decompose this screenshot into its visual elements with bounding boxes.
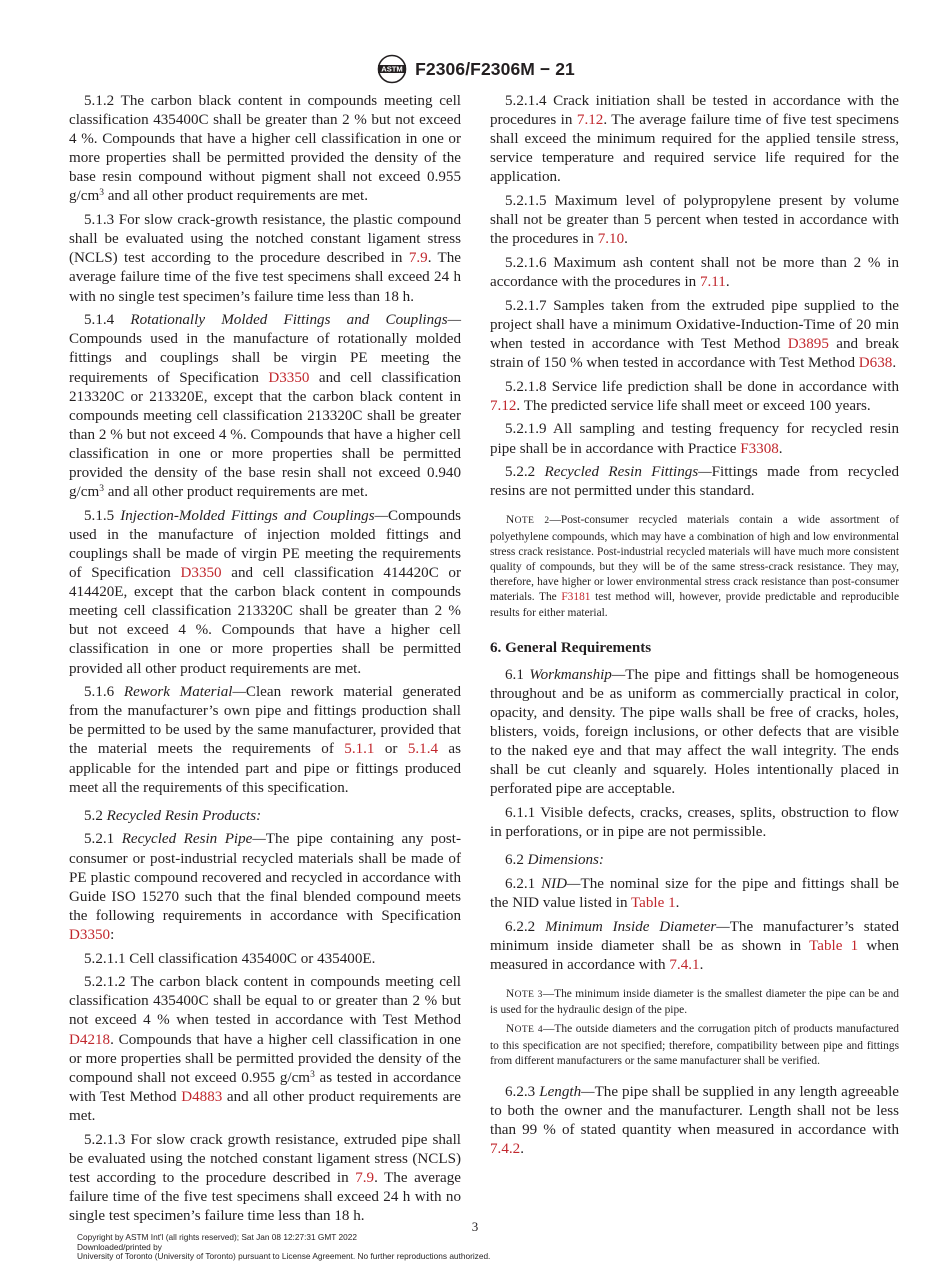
text-run: . The average failure time of the five test specimens shall exceed 24 h with no single test specimen’s failure time less than 18 h. — [69, 1169, 461, 1224]
text-run: 6.2 — [505, 852, 528, 869]
cross-reference-link[interactable]: 7.12 — [576, 112, 604, 129]
text-run: 5.2.1.8 Service life prediction shall be done in accordance with — [505, 378, 899, 395]
paragraph — [69, 830, 461, 945]
text-run: as applicable for the intended part and pipe or fittings produced meet all the requirements of this specification. — [69, 741, 461, 796]
cross-reference-link[interactable]: Table 1 — [809, 937, 859, 954]
paragraph — [490, 918, 899, 975]
right-column — [490, 92, 899, 1164]
text-run: —Post-consumer recycled materials contain a wide assortment of polyethylene compounds, which may have a combination of high and low environmental stress crack resistance. Post-industrial recycled materials will have much more consistent quality of compounds, but they will be of the same stress-crack resistance. They may, therefore, have higher or lower environmental stress crack resistance than post-consumer materials. The — [490, 514, 899, 604]
cross-reference-link[interactable]: 7.11 — [699, 274, 726, 291]
text-run: 5.2.1.4 Crack initiation shall be tested in accordance with the procedures in — [490, 93, 899, 129]
running-header — [0, 54, 950, 89]
text-run: . — [892, 355, 897, 371]
footer-line-downloaded: Downloaded/printed by — [77, 1241, 162, 1252]
text-run: 5.1.6 — [84, 684, 124, 701]
text-run: 6.1 — [505, 666, 530, 683]
cross-reference-link[interactable]: D3350 — [180, 565, 222, 582]
paragraph — [490, 420, 899, 458]
cross-reference-link[interactable]: 7.4.1 — [669, 956, 700, 973]
text-run: and cell classification 213320C or 213320E, except that the carbon black content in compounds meeting cell classification 213320C shall be greater than 2 % but not exceed 4 %. Compounds that have a higher cell classification in one or more properties shall be permitted provided the density of the base resin shall not exceed 0.940 g/cm — [69, 369, 461, 501]
left-column — [69, 92, 461, 1231]
footer-line-license: University of Toronto (University of Toronto) pursuant to License Agreement. No further reproductions authorized. — [77, 1251, 491, 1262]
copyright-footer — [77, 1233, 490, 1262]
paragraph — [69, 973, 461, 1126]
text-run: 6.1.1 Visible defects, cracks, creases, splits, obstruction to flow in perforations, or in pipe are not permissible. — [490, 805, 899, 841]
text-run: —The minimum inside diameter is the smallest diameter the pipe can be and is used for the hydraulic design of the pipe. — [490, 988, 899, 1017]
cross-reference-link[interactable]: D638 — [858, 355, 893, 371]
text-run: 5.2.1.1 Cell classification 435400C or 435400E. — [84, 950, 376, 967]
text-run: . — [624, 231, 628, 248]
cross-reference-link[interactable]: D4218 — [69, 1031, 111, 1048]
footer-line-copyright: Copyright by ASTM Int'l (all rights reserved); Sat Jan 08 12:27:31 GMT 2022 — [77, 1232, 357, 1242]
italic-caption: Workmanship— — [529, 666, 626, 683]
italic-caption: Recycled Resin Fittings— — [544, 464, 712, 481]
text-run: The pipe and fittings shall be homogeneous throughout and be as uniform as commercially practical in color, opacity, and density. The pipe walls shall be free of cracks, holes, blisters, voids, foreign inclusions, or other defects that are visible to the naked eye and that may affect the wall integrity. The ends shall be cut cleanly and squarely. Holes intentionally placed in perforated pipe are acceptable. — [490, 666, 900, 798]
cross-reference-link[interactable]: D3350 — [268, 369, 310, 386]
note — [490, 987, 899, 1018]
text-run: Fittings made from recycled resins are not permitted under this standard. — [490, 464, 899, 500]
paragraph — [490, 875, 899, 913]
text-run: and all other product requirements are met. — [103, 484, 368, 501]
cross-reference-link[interactable]: D4883 — [181, 1088, 223, 1105]
section-heading — [490, 639, 899, 658]
text-run: when measured in accordance with — [490, 937, 900, 973]
paragraph — [69, 211, 461, 306]
text-run: 5.1.3 For slow crack-growth resistance, the plastic compound shall be evaluated using the notched constant ligament stress (NCLS) test according to the procedure described in — [69, 212, 461, 267]
text-run: test method will, however, provide predictable and reproducible results for either material. — [490, 591, 899, 619]
text-run: 5.2.1.9 All sampling and testing frequency for recycled resin pipe shall be in accordance with Practice — [490, 421, 899, 457]
paragraph — [490, 378, 899, 416]
text-run: 5.2 — [84, 807, 107, 824]
paragraph — [490, 92, 899, 187]
text-run: Compounds used in the manufacture of injection molded fittings and couplings shall be made of virgin PE meeting the requirements of Specification — [69, 507, 461, 582]
paragraph — [69, 807, 461, 826]
paragraph — [490, 666, 899, 800]
italic-caption: Rework Material— — [123, 684, 246, 701]
italic-caption: Injection-Molded Fittings and Couplings— — [120, 507, 389, 524]
text-run: Compounds used in the manufacture of rotationally molded fittings and couplings shall be virgin PE meeting the requirements of Specification — [69, 331, 461, 386]
text-run: 6.2.3 — [505, 1084, 540, 1101]
note — [490, 513, 899, 620]
text-run: . The average failure time of the five test specimens shall exceed 24 h with no single test specimen’s failure time less than 18 h. — [69, 250, 461, 305]
paragraph — [69, 92, 461, 207]
astm-logo-icon — [375, 54, 409, 84]
text-run: 5.2.1.7 Samples taken from the extruded pipe supplied to the project shall have a minimum Oxidative-Induction-Time of 20 min when tested in accordance with Test Method — [490, 297, 899, 352]
text-run: 5.2.1.3 For slow crack growth resistance, extruded pipe shall be evaluated using the notched constant ligament stress (NCLS) test according to the procedure described in — [69, 1131, 461, 1186]
text-run: —The outside diameters and the corrugation pitch of products manufactured to this specification are not specified; therefore, compatibility between pipe and fittings from different manufacturers or the same manufacturer shall be verified. — [490, 1023, 900, 1067]
paragraph — [490, 192, 899, 249]
cross-reference-link[interactable]: Table 1 — [631, 895, 676, 912]
paragraph — [490, 463, 899, 501]
text-run: and all other product requirements are met. — [103, 188, 368, 205]
cross-reference-link[interactable]: D3895 — [787, 335, 829, 352]
text-run: 5.2.1.6 Maximum ash content shall not be more than 2 % in accordance with the procedures in — [490, 254, 899, 291]
text-run: or — [374, 741, 408, 758]
astm-logo-text: ASTM — [381, 64, 403, 74]
italic-caption: Minimum Inside Diameter— — [544, 918, 730, 935]
text-run: . — [675, 895, 680, 912]
note-label: NOTE 4 — [506, 1023, 544, 1036]
cross-reference-link[interactable]: 7.9 — [355, 1169, 375, 1186]
cross-reference-link[interactable]: 5.1.1 — [344, 741, 375, 758]
superscript: 3 — [99, 188, 104, 199]
text-run: and all other product requirements are met. — [69, 1088, 461, 1124]
cross-reference-link[interactable]: D3350 — [69, 926, 111, 943]
text-run: The manufacturer’s stated minimum inside diameter shall be as shown in — [490, 918, 899, 954]
text-run: 5.1.2 The carbon black content in compounds meeting cell classification 435400C shall be greater than 2 % but not exceed 4 %. Compounds that have a higher cell classification in one or more properties shall be permitted provided the density of the base resin compound without pigment shall not exceed 0.955 g/cm — [69, 93, 461, 205]
cross-reference-link[interactable]: F3308 — [740, 440, 779, 457]
paragraph — [69, 683, 461, 798]
cross-reference-link[interactable]: 7.9 — [408, 250, 428, 267]
paragraph — [490, 851, 899, 870]
italic-caption: NID— — [541, 875, 581, 892]
italic-caption: Recycled Resin Pipe— — [121, 831, 266, 848]
paragraph — [490, 1083, 899, 1159]
text-run: 5.2.1 — [84, 831, 122, 848]
text-run: . Compounds that have a higher cell classification in one or more properties shall be permitted provided the density of the compound shall not exceed 0.955 g/cm — [69, 1031, 461, 1086]
paragraph — [490, 804, 899, 842]
text-run: 6. General Requirements — [490, 639, 652, 656]
text-run: . — [699, 956, 704, 973]
paragraph — [490, 297, 899, 373]
text-run: The nominal size for the pipe and fittings shall be the NID value listed in — [490, 875, 900, 912]
text-run: Clean rework material generated from the manufacturer’s own pipe and fittings production shall be permitted to be used by the same manufacturer, provided that the material meets the requirements of — [69, 684, 461, 758]
note-label: NOTE 3 — [506, 988, 543, 1001]
text-run: . — [520, 1141, 524, 1158]
text-run: and cell classification 414420C or 414420E, except that the carbon black content in compounds meeting cell classification 213320C shall be greater than 2 % but not exceed 4 %. Compounds that have a higher cell classification in one or more properties shall be permitted provided all other product requirements are met. — [69, 565, 461, 677]
text-run: . — [778, 440, 783, 457]
text-run: : — [110, 926, 115, 943]
text-run: 5.2.1.5 Maximum level of polypropylene present by volume shall not be greater than 5 percent when tested in accordance with the procedures in — [490, 193, 899, 248]
text-run: 6.2.2 — [505, 918, 545, 935]
note-label: NOTE 2 — [506, 514, 550, 527]
cross-reference-link[interactable]: 7.4.2 — [490, 1141, 521, 1158]
text-run: as tested in accordance with Test Method — [69, 1069, 461, 1105]
text-run: 5.2.1.2 The carbon black content in compounds meeting cell classification 435400C shall be equal to or greater than 2 % but not exceed 4 % when tested in accordance with Test Method — [69, 974, 461, 1029]
text-run: 5.2.2 — [505, 464, 545, 481]
document-designation: F2306/F2306M − 21 — [415, 58, 575, 79]
paragraph — [69, 311, 461, 502]
italic-caption: Length— — [539, 1084, 595, 1101]
page-number: 3 — [471, 1219, 479, 1234]
text-run: 5.1.4 — [84, 312, 131, 329]
text-run: The pipe shall be supplied in any length agreeable to both the owner and the manufacturer. Length shall not be less than 99 % of stated quantity when measured in accordance with — [490, 1084, 899, 1139]
paragraph — [490, 254, 899, 292]
paragraph — [69, 1131, 461, 1226]
cross-reference-link[interactable]: F3181 — [561, 591, 591, 604]
text-run: and break strain of 150 % when tested in accordance with Test Method — [490, 335, 899, 371]
cross-reference-link[interactable]: 7.12 — [490, 397, 517, 414]
cross-reference-link[interactable]: 5.1.4 — [407, 741, 439, 758]
superscript: 3 — [310, 1069, 315, 1080]
italic-caption: Rotationally Molded Fittings and Couplings— — [130, 312, 461, 329]
cross-reference-link[interactable]: 7.10 — [597, 231, 625, 248]
note — [490, 1022, 899, 1069]
text-run: . The average failure time of five test specimens shall exceed the minimum required for the applied tensile stress, service temperature and required service life required for the application. — [490, 112, 899, 186]
text-run: The pipe containing any post-consumer or post-industrial recycled materials shall be made of PE plastic compound recovered and recycled in accordance with Guide ISO 15270 such that the final blended compound meets the following requirements in accordance with Specification — [69, 831, 461, 924]
italic-caption: Recycled Resin Products: — [106, 807, 262, 824]
paragraph — [69, 507, 461, 679]
text-run: . The predicted service life shall meet or exceed 100 years. — [516, 397, 871, 414]
text-run: 6.2.1 — [505, 875, 542, 892]
text-run: . — [725, 274, 730, 291]
superscript: 3 — [99, 484, 104, 495]
text-run: 5.1.5 — [84, 507, 121, 524]
paragraph — [69, 950, 461, 969]
italic-caption: Dimensions: — [527, 852, 604, 869]
